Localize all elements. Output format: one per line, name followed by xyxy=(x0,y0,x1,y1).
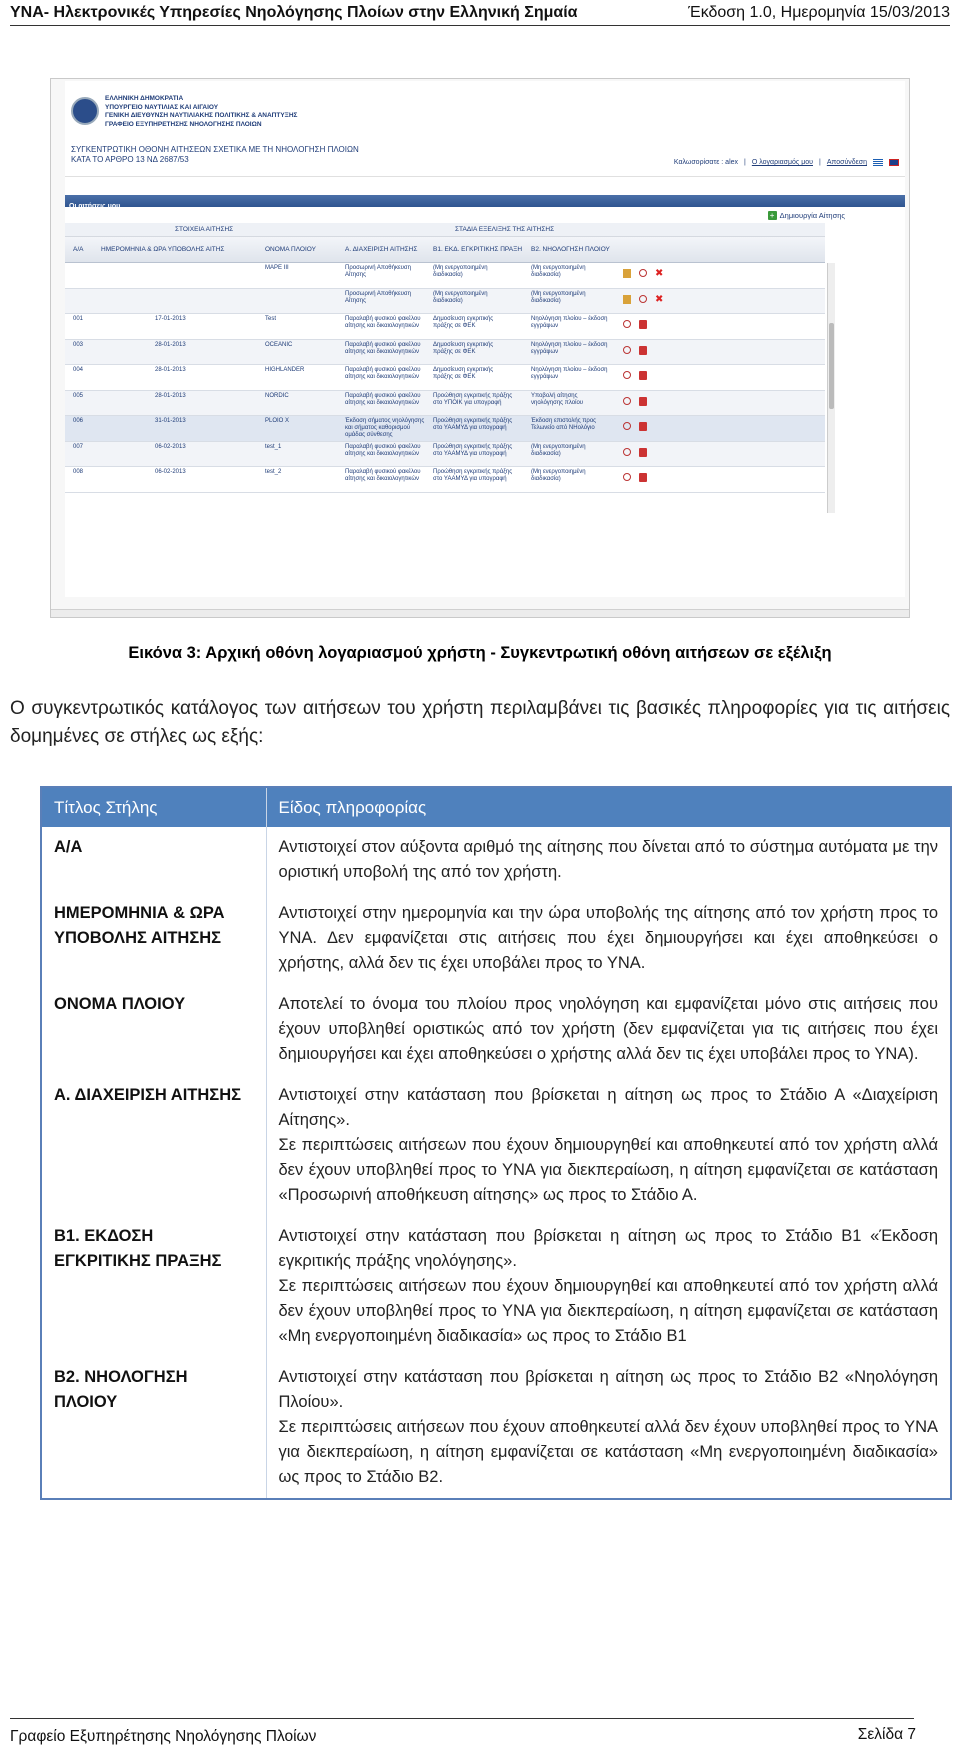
grid-cell: Έκδοση σήματος νηολόγησης και σήματος καθορισμού ομάδας σύνθεσης xyxy=(345,418,425,438)
edit-icon[interactable] xyxy=(623,269,631,278)
description-paragraph: Αντιστοιχεί στην κατάσταση που βρίσκεται η αίτηση ως προς το Στάδιο Α «Διαχείριση Αίτησης». xyxy=(278,1086,938,1129)
column-description-cell xyxy=(266,1216,951,1357)
grid-cell: (Μη ενεργοποιημένη διαδικασία) xyxy=(531,469,586,482)
grid-cell: Παραλαβή φυσικού φακέλου αίτησης και δικαιολογητικών xyxy=(345,443,421,457)
grid-cell: Δημοσίευση εγκριτικής πράξης σε ΦΕΚ xyxy=(433,367,494,380)
column-description-cell xyxy=(266,1075,951,1216)
column-title-cell: ΗΜΕΡΟΜΗΝΙΑ & ΩΡΑ ΥΠΟΒΟΛΗΣ ΑΙΤΗΣΗΣ xyxy=(41,893,266,984)
document-title: ΥΝΑ- Ηλεκτρονικές Υπηρεσίες Νηολόγησης Πλοίων στην Ελληνική Σημαία xyxy=(10,3,578,21)
grid-cell: Προσωρινή Αποθήκευση Αίτησης xyxy=(345,265,411,278)
pdf-icon[interactable] xyxy=(639,346,647,355)
grid-row[interactable] xyxy=(65,289,825,315)
grid-row[interactable] xyxy=(65,340,825,366)
column-header[interactable]: Β2. ΝΗΟΛΟΓΗΣΗ ΠΛΟΙΟΥ xyxy=(531,246,610,253)
description-paragraph: Αντιστοιχεί στην κατάσταση που βρίσκεται η αίτηση ως προς το Στάδιο Β2 «Νηολόγηση Πλοίου». xyxy=(278,1368,938,1411)
grid-cell: (Μη ενεργοποιημένη διαδικασία) xyxy=(531,265,586,278)
plus-icon: + xyxy=(768,211,777,220)
table-header-key: Τίτλος Στήλης xyxy=(41,787,266,827)
user-bar: Καλωσορίσατε : alex | Ο λογαριασμός μου | Αποσύνδεση xyxy=(674,159,899,166)
description-paragraph: Σε περιπτώσεις αιτήσεων που έχουν δημιουργηθεί και αποθηκευτεί από τον χρήστη αλλά δεν έχουν υποβληθεί προς το ΥΝΑ για διεκπεραίωση, η αίτηση εμφανίζεται σε κατάσταση «Μη ενεργοποιημένη διαδικασία» ως προς το Στάδιο Β1 xyxy=(278,1277,938,1345)
description-paragraph: Αντιστοιχεί στην κατάσταση που βρίσκεται η αίτηση ως προς το Στάδιο Β1 «Έκδοση εγκριτικής πράξης νηολόγησης». xyxy=(278,1227,938,1270)
delete-icon[interactable]: ✖ xyxy=(655,293,664,305)
pdf-icon[interactable] xyxy=(639,473,647,482)
description-paragraph: Αποτελεί το όνομα του πλοίου προς νηολόγηση και εμφανίζεται μόνο στις αιτήσεις που έχουν υποβληθεί οριστικώς από τον χρήστη (δεν εμφανίζεται για τις αιτήσεις που έχει δημιουργήσει και έχει αποθηκεύσει ο χρήστης αλλά δεν τις έχει υποβάλει προς το ΥΝΑ). xyxy=(278,995,938,1063)
grid-cell: 001 xyxy=(73,316,84,322)
grid-cell: Δημοσίευση εγκριτικής πράξης σε ΦΕΚ xyxy=(433,316,494,329)
account-link[interactable]: Ο λογαριασμός μου xyxy=(751,159,813,166)
app-window xyxy=(65,81,905,597)
grid-cell: Έκδοση επιστολής προς Τελωνείο από ΝΗολόγιο xyxy=(531,418,597,431)
description-paragraph: Σε περιπτώσεις αιτήσεων που έχουν δημιουργηθεί και αποθηκευτεί από τον χρήστη αλλά δεν έχουν υποβληθεί προς το ΥΝΑ για διεκπεραίωση, η αίτηση εμφανίζεται σε κατάσταση «Προσωρινή αποθήκευση αίτησης» ως προς το Στάδιο Α. xyxy=(278,1136,938,1204)
app-subtitle-line: ΣΥΓΚΕΝΤΡΩΤΙΚΗ ΟΘΟΝΗ ΑΙΤΗΣΕΩΝ ΣΧΕΤΙΚΑ ΜΕ ΤΗ ΝΗΟΛΟΓΗΣΗ ΠΛΟΙΩΝ xyxy=(71,145,359,154)
grid-row[interactable] xyxy=(65,314,825,340)
view-icon[interactable] xyxy=(623,371,631,379)
greek-flag-icon[interactable] xyxy=(873,159,883,166)
applications-grid xyxy=(65,263,825,493)
vertical-scrollbar[interactable] xyxy=(827,263,835,513)
column-header[interactable]: Α/Α xyxy=(73,246,84,253)
ministry-block xyxy=(105,95,297,129)
column-title-cell: ΟΝΟΜΑ ΠΛΟΙΟΥ xyxy=(41,984,266,1075)
table-row xyxy=(41,1075,951,1216)
grid-cell: NORDIC xyxy=(265,392,289,399)
grid-cell: OCEANIC xyxy=(265,341,293,348)
pdf-icon[interactable] xyxy=(639,448,647,457)
grid-cell: 28-01-2013 xyxy=(155,341,186,348)
column-description-cell xyxy=(266,1357,951,1499)
grid-cell: (Μη ενεργοποιημένη διαδικασία) xyxy=(433,265,488,278)
group-right-label: ΣΤΑΔΙΑ ΕΞΕΛΙΞΗΣ ΤΗΣ ΑΙΤΗΣΗΣ xyxy=(455,226,555,233)
uk-flag-icon[interactable] xyxy=(889,159,899,166)
grid-cell: 003 xyxy=(73,341,84,348)
grid-cell: Προσωρινή Αποθήκευση Αίτησης xyxy=(345,290,411,304)
column-header[interactable]: Β1. ΕΚΔ. ΕΓΚΡΙΤΙΚΗΣ ΠΡΑΞΗ xyxy=(433,246,523,253)
grid-cell: Παραλαβή φυσικού φακέλου αίτησης και δικαιολογητικών xyxy=(345,367,421,380)
grid-cell: 06-02-2013 xyxy=(155,469,186,475)
grid-column-header xyxy=(65,237,825,263)
app-subtitle-line: ΚΑΤΑ ΤΟ ΑΡΘΡΟ 13 ΝΔ 2687/53 xyxy=(71,155,189,164)
grid-cell: Παραλαβή φυσικού φακέλου αίτησης και δικαιολογητικών xyxy=(345,392,421,406)
grid-cell: (Μη ενεργοποιημένη διαδικασία) xyxy=(433,290,488,304)
pdf-icon[interactable] xyxy=(639,397,647,406)
grid-cell: 005 xyxy=(73,392,84,399)
grid-cell: 008 xyxy=(73,469,84,475)
grid-cell: 28-01-2013 xyxy=(155,392,186,399)
grid-cell: Δημοσίευση εγκριτικής πράξης σε ΦΕΚ xyxy=(433,341,494,355)
greek-emblem-icon xyxy=(71,97,99,125)
grid-cell: 17-01-2013 xyxy=(155,316,186,322)
grid-cell: Παραλαβή φυσικού φακέλου αίτησης και δικαιολογητικών xyxy=(345,316,421,329)
intro-paragraph: Ο συγκεντρωτικός κατάλογος των αιτήσεων του χρήστη περιλαμβάνει τις βασικές πληροφορίες για τις αιτήσεις δομημένες σε στήλες ως εξής: xyxy=(10,698,950,747)
table-row xyxy=(41,1216,951,1357)
document-version: Έκδοση 1.0, Ημερομηνία 15/03/2013 xyxy=(688,3,950,21)
grid-cell: Προώθηση εγκριτικής πράξης στο ΥΑΑΜΥΔ για υπογραφή xyxy=(433,443,513,457)
description-paragraph: Σε περιπτώσεις αιτήσεων που έχουν αποθηκευτεί αλλά δεν έχουν υποβληθεί προς το ΥΝΑ για διεκπεραίωση, η αίτηση εμφανίζεται σε κατάσταση «Μη ενεργοποιημένη διαδικασία» ως προς το Στάδιο Β2. xyxy=(278,1418,938,1486)
grid-cell: Νηολόγηση πλοίου – έκδοση εγγράφων xyxy=(531,367,608,380)
view-icon[interactable] xyxy=(623,473,631,481)
grid-row[interactable] xyxy=(65,416,825,442)
grid-cell: 004 xyxy=(73,367,84,373)
ministry-line: ΥΠΟΥΡΓΕΙΟ ΝΑΥΤΙΛΙΑΣ ΚΑΙ ΑΙΓΑΙΟΥ xyxy=(105,103,219,111)
page-header xyxy=(10,0,950,26)
grid-cell: 31-01-2013 xyxy=(155,418,186,424)
app-header xyxy=(65,81,905,177)
pdf-icon[interactable] xyxy=(639,320,647,329)
grid-cell: test_1 xyxy=(265,443,282,450)
footer-divider xyxy=(10,1718,914,1719)
pdf-icon[interactable] xyxy=(639,371,647,380)
grid-cell: Παραλαβή φυσικού φακέλου αίτησης και δικαιολογητικών xyxy=(345,341,421,355)
grid-row[interactable] xyxy=(65,442,825,468)
view-icon[interactable] xyxy=(623,346,631,354)
grid-row[interactable] xyxy=(65,391,825,417)
grid-row[interactable] xyxy=(65,467,825,493)
grid-cell: 28-01-2013 xyxy=(155,367,186,373)
ministry-line: ΕΛΛΗΝΙΚΗ ΔΗΜΟΚΡΑΤΙΑ xyxy=(105,95,184,102)
table-header-value: Είδος πληροφορίας xyxy=(266,787,951,827)
table-row xyxy=(41,984,951,1075)
column-title-cell: Β2. ΝΗΟΛΟΓΗΣΗ ΠΛΟΙΟΥ xyxy=(41,1357,266,1499)
grid-cell: HIGHLANDER xyxy=(265,367,305,373)
view-icon[interactable] xyxy=(623,320,631,328)
grid-cell: 007 xyxy=(73,443,84,450)
delete-icon[interactable]: ✖ xyxy=(655,268,664,279)
description-paragraph: Αντιστοιχεί στον αύξοντα αριθμό της αίτησης που δίνεται από το σύστημα αυτόματα με την οριστική υποβολή της από τον χρήστη. xyxy=(278,838,938,881)
column-description-cell xyxy=(266,893,951,984)
footer-office: Γραφείο Εξυπηρέτησης Νηολόγησης Πλοίων xyxy=(10,1728,317,1745)
pdf-icon[interactable] xyxy=(639,422,647,431)
grid-cell: PLOIO X xyxy=(265,418,290,424)
column-description-cell xyxy=(266,984,951,1075)
new-application-label: Δημιουργία Αίτησης xyxy=(779,211,845,220)
table-row xyxy=(41,893,951,984)
tab-my-applications[interactable] xyxy=(65,195,905,210)
column-description-cell xyxy=(266,827,951,893)
view-icon[interactable] xyxy=(623,422,631,430)
grid-cell: (Μη ενεργοποιημένη διαδικασία) xyxy=(531,443,586,457)
column-header[interactable]: ΟΝΟΜΑ ΠΛΟΙΟΥ xyxy=(265,246,316,253)
welcome-text: Καλωσορίσατε : alex xyxy=(673,159,739,166)
scrollbar-thumb[interactable] xyxy=(829,323,834,409)
grid-row[interactable] xyxy=(65,263,825,289)
edit-icon[interactable] xyxy=(623,295,631,304)
logout-link[interactable]: Αποσύνδεση xyxy=(826,159,867,166)
view-icon[interactable] xyxy=(623,397,631,405)
grid-cell: Παραλαβή φυσικού φακέλου αίτησης και δικαιολογητικών xyxy=(345,469,421,482)
grid-row[interactable] xyxy=(65,365,825,391)
column-title-cell: Α. ΔΙΑΧΕΙΡΙΣΗ ΑΙΤΗΣΗΣ xyxy=(41,1075,266,1216)
grid-cell: Test xyxy=(265,316,277,322)
column-title-cell: Α/Α xyxy=(41,827,266,893)
grid-cell: Νηολόγηση πλοίου – έκδοση εγγράφων xyxy=(531,316,608,329)
table-row xyxy=(41,827,951,893)
grid-cell: 06-02-2013 xyxy=(155,443,186,450)
columns-table xyxy=(40,786,952,1500)
grid-cell: (Μη ενεργοποιημένη διαδικασία) xyxy=(531,290,586,304)
description-paragraph: Αντιστοιχεί στην ημερομηνία και την ώρα υποβολής της αίτησης από τον χρήστη προς το ΥΝΑ. Δεν εμφανίζεται στις αιτήσεις που έχει δημιουργήσει και έχει αποθηκεύσει ο χρήστης, αλλά δεν τις έχει υποβάλει προς το ΥΝΑ. xyxy=(278,904,938,972)
column-header[interactable]: ΗΜΕΡΟΜΗΝΙΑ & ΩΡΑ ΥΠΟΒΟΛΗΣ ΑΙΤΗΣ xyxy=(101,246,225,253)
column-title-cell: Β1. ΕΚΔΟΣΗ ΕΓΚΡΙΤΙΚΗΣ ΠΡΑΞΗΣ xyxy=(41,1216,266,1357)
grid-cell: Νηολόγηση πλοίου – έκδοση εγγράφων xyxy=(531,341,608,355)
view-icon[interactable] xyxy=(623,448,631,456)
ministry-line: ΓΡΑΦΕΙΟ ΕΞΥΠΗΡΕΤΗΣΗΣ ΝΗΟΛΟΓΗΣΗΣ ΠΛΟΙΩΝ xyxy=(105,120,262,128)
column-header[interactable]: Α. ΔΙΑΧΕΙΡΙΣΗ ΑΙΤΗΣΗΣ xyxy=(345,246,418,253)
ministry-line: ΓΕΝΙΚΗ ΔΙΕΥΘΥΝΣΗ ΝΑΥΤΙΛΙΑΚΗΣ ΠΟΛΙΤΙΚΗΣ & ΑΝΑΠΤΥΞΗΣ xyxy=(105,112,298,119)
horizontal-scrollbar[interactable] xyxy=(51,609,910,618)
footer-page-number: Σελίδα 7 xyxy=(857,1726,916,1743)
grid-cell: test_2 xyxy=(265,469,282,475)
grid-cell: 006 xyxy=(73,418,84,424)
grid-cell: Προώθηση εγκριτικής πράξης στο ΥΠΟΙΚ για υπογραφή xyxy=(433,392,513,406)
grid-cell: Προώθηση εγκριτικής πράξης στο ΥΑΑΜΥΔ για υπογραφή xyxy=(433,469,513,482)
view-icon[interactable] xyxy=(639,269,647,277)
figure-caption: Εικόνα 3: Αρχική οθόνη λογαριασμού χρήστη - Συγκεντρωτική οθόνη αιτήσεων σε εξέλιξη xyxy=(128,644,832,662)
tab-label: Οι αιτήσεις μου xyxy=(69,203,121,210)
grid-cell: MAPE III xyxy=(265,265,289,271)
figure-screenshot xyxy=(50,78,910,618)
view-icon[interactable] xyxy=(639,295,647,303)
grid-cell: Υποβολή αίτησης νηολόγησης πλοίου xyxy=(531,392,584,406)
grid-cell: Προώθηση εγκριτικής πράξης στο ΥΑΑΜΥΔ για υπογραφή xyxy=(433,418,513,431)
group-header xyxy=(65,223,825,237)
app-subtitle xyxy=(71,145,359,165)
group-left-label: ΣΤΟΙΧΕΙΑ ΑΙΤΗΣΗΣ xyxy=(175,226,234,233)
table-row xyxy=(41,1357,951,1499)
new-application-button[interactable] xyxy=(768,211,845,220)
